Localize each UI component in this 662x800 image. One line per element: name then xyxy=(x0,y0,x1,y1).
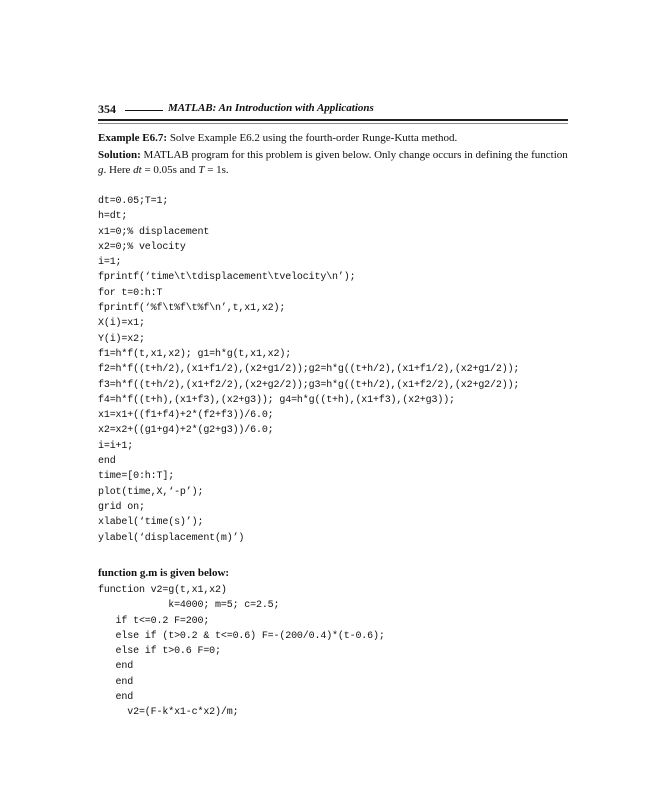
example-text: Solve Example E6.2 using the fourth-order Runge-Kutta method. xyxy=(167,132,458,144)
code-line: time=[0:h:T]; xyxy=(98,471,175,483)
running-head xyxy=(98,102,568,120)
solution-text-b: . Here xyxy=(103,164,134,176)
function-heading: function g.m is given below: xyxy=(98,567,230,579)
symbol-dt: dt xyxy=(133,164,142,176)
code-line: xlabel(‘time(s)’); xyxy=(98,517,204,529)
example-statement xyxy=(98,131,568,146)
code-line: x1=0;% displacement xyxy=(98,226,210,238)
code-line: i=1; xyxy=(98,257,122,269)
code-line: x1=x1+((f1+f4)+2*(f2+f3))/6.0; xyxy=(98,410,274,422)
code-line: f2=h*f((t+h/2),(x1+f1/2),(x2+g1/2));g2=h*g((t+h/2),(x1+f1/2),(x2+g1/2)); xyxy=(98,364,520,376)
code-line: for t=0:h:T xyxy=(98,287,163,299)
code-line: i=i+1; xyxy=(98,440,134,452)
code-line: h=dt; xyxy=(98,211,128,223)
header-rule xyxy=(98,119,568,121)
symbol-g: g xyxy=(98,164,104,176)
solution-text-a: MATLAB program for this problem is given below. Only change occurs in defining the function xyxy=(140,149,568,161)
symbol-T: T xyxy=(198,164,205,176)
code-line: end xyxy=(98,456,116,468)
header-rule-thin xyxy=(98,123,568,124)
code-line: fprintf(‘%f\t%f\t%f\n’,t,x1,x2); xyxy=(98,303,286,315)
code-line: x2=x2+((g1+g4)+2*(g2+g3))/6.0; xyxy=(98,425,274,437)
function-code-line: end xyxy=(98,692,134,704)
header-dash xyxy=(125,110,163,111)
code-line: X(i)=x1; xyxy=(98,318,145,330)
solution-text-c: = 0.05s and xyxy=(141,164,199,176)
code-line: f4=h*f((t+h),(x1+f3),(x2+g3)); g4=h*g((t+h),(x1+f3),(x2+g3)); xyxy=(98,394,455,406)
function-code-line: else if t>0.6 F=0; xyxy=(98,646,221,658)
solution-text-d: = 1s. xyxy=(204,164,229,176)
function-code-line: k=4000; m=5; c=2.5; xyxy=(98,600,280,612)
code-line: x2=0;% velocity xyxy=(98,241,186,253)
function-code-line: if t<=0.2 F=200; xyxy=(98,615,210,627)
code-line: ylabel(‘displacement(m)’) xyxy=(98,532,245,544)
function-code-line: v2=(F-k*x1-c*x2)/m; xyxy=(98,707,239,719)
function-code-line: end xyxy=(98,661,134,673)
code-line: dt=0.05;T=1; xyxy=(98,196,169,207)
example-label: Example E6.7: xyxy=(98,132,168,144)
solution-label: Solution: xyxy=(98,149,141,161)
code-line: plot(time,X,‘-p’); xyxy=(98,486,204,498)
code-line: f3=h*f((t+h/2),(x1+f2/2),(x2+g2/2));g3=h*g((t+h/2),(x1+f2/2),(x2+g2/2)); xyxy=(98,379,520,391)
program-code-block xyxy=(98,194,578,546)
code-line: grid on; xyxy=(98,501,145,513)
function-code-block xyxy=(98,583,578,721)
solution-paragraph xyxy=(98,148,568,178)
code-line: f1=h*f(t,x1,x2); g1=h*g(t,x1,x2); xyxy=(98,348,292,360)
function-code-line: function v2=g(t,x1,x2) xyxy=(98,585,227,596)
book-title: MATLAB: An Introduction with Applications xyxy=(168,102,374,114)
page-number: 354 xyxy=(98,102,116,116)
function-code-line: end xyxy=(98,676,134,688)
code-line: fprintf(‘time\t\tdisplacement\tvelocity\n’); xyxy=(98,272,356,284)
function-code-line: else if (t>0.2 & t<=0.6) F=-(200/0.4)*(t-0.6); xyxy=(98,630,385,642)
code-line: Y(i)=x2; xyxy=(98,333,145,345)
